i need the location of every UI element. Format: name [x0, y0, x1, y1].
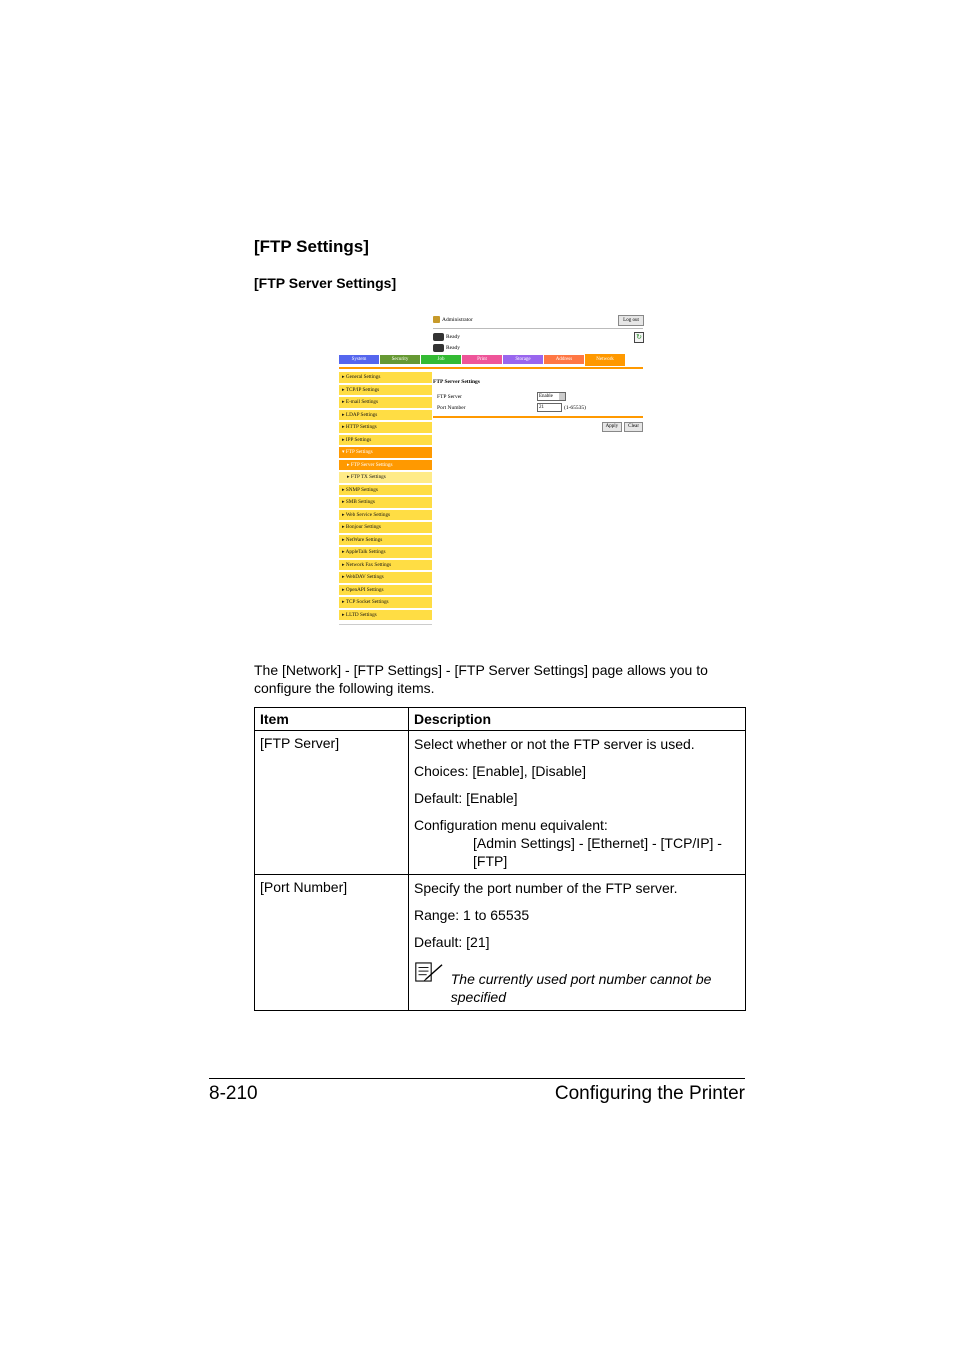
tab-print[interactable]: Print: [462, 355, 502, 364]
tab-address[interactable]: Address: [544, 355, 584, 364]
item-cell: [FTP Server]: [255, 731, 409, 875]
panel-divider: [433, 416, 643, 418]
subsection-heading: [FTP Server Settings]: [254, 275, 397, 291]
sidebar-item-network-fax[interactable]: ▸ Network Fax Settings: [339, 560, 432, 571]
description-cell: [409, 731, 746, 875]
page-number: 8-210: [209, 1083, 258, 1104]
logout-button[interactable]: Log out: [618, 315, 644, 326]
settings-table: [254, 707, 746, 1011]
chapter-title: Configuring the Printer: [554, 1083, 745, 1104]
sidebar-item-ftp-tx[interactable]: ▸ FTP TX Settings: [339, 472, 432, 483]
sidebar-item-snmp[interactable]: ▸ SNMP Settings: [339, 485, 432, 496]
table-row: [255, 731, 746, 875]
sidebar-item-tcpip[interactable]: ▸ TCP/IP Settings: [339, 385, 432, 396]
clear-button[interactable]: Clear: [624, 422, 643, 432]
tab-job[interactable]: Job: [421, 355, 461, 364]
sidebar-item-ipp[interactable]: ▸ IPP Settings: [339, 435, 432, 446]
panel-buttons: [602, 422, 643, 432]
port-number-input[interactable]: 21: [537, 403, 562, 412]
note: [414, 960, 740, 1006]
ftp-server-select[interactable]: Enable: [537, 392, 566, 401]
note-icon: [414, 960, 445, 984]
tab-security[interactable]: Security: [380, 355, 420, 364]
apply-button[interactable]: Apply: [602, 422, 623, 432]
sidebar-item-ldap[interactable]: ▸ LDAP Settings: [339, 410, 432, 421]
scanner-status-text: Ready: [446, 345, 461, 351]
choices-text: Choices: [Enable], [Disable]: [414, 763, 586, 779]
footer-rule: [209, 1078, 745, 1079]
panel-title: FTP Server Settings: [433, 379, 480, 385]
tab-underline: [339, 367, 643, 369]
sidebar-item-tcp-socket[interactable]: ▸ TCP Socket Settings: [339, 597, 432, 608]
sidebar-item-webdav[interactable]: ▸ WebDAV Settings: [339, 572, 432, 583]
menu-equivalent-label: Configuration menu equivalent:: [414, 817, 608, 833]
printer-status-text: Ready: [446, 334, 461, 340]
sidebar-item-smb[interactable]: ▸ SMB Settings: [339, 497, 432, 508]
description-text: Specify the port number of the FTP server.: [414, 880, 678, 896]
header-divider: [433, 328, 643, 329]
port-number-row: [433, 402, 643, 413]
settings-panel: [433, 379, 643, 429]
tab-storage[interactable]: Storage: [503, 355, 543, 364]
ftp-server-row: [433, 391, 643, 402]
note-text: The currently used port number cannot be specified: [450, 971, 712, 1005]
sidebar-item-lltd[interactable]: ▸ LLTD Settings: [339, 610, 432, 621]
user-name: Administrator: [442, 316, 473, 323]
column-header-item: Item: [255, 708, 409, 731]
sidebar-item-ftp-server[interactable]: ▸ FTP Server Settings: [339, 460, 432, 471]
section-heading: [FTP Settings]: [254, 237, 369, 256]
table-header-row: [255, 708, 746, 731]
user-icon: [433, 316, 440, 323]
port-range-hint: (1-65535): [564, 404, 586, 411]
port-number-label: Port Number: [437, 404, 466, 411]
default-text: Default: [Enable]: [414, 790, 518, 806]
tab-network[interactable]: Network: [585, 354, 625, 366]
sidebar-item-netware[interactable]: ▸ NetWare Settings: [339, 535, 432, 546]
default-text: Default: [21]: [414, 934, 490, 950]
menu-equivalent-path: [Admin Settings] - [Ethernet] - [TCP/IP] - [FTP]: [473, 835, 722, 869]
tab-bar: [339, 355, 625, 366]
sidebar-item-openapi[interactable]: ▸ OpenAPI Settings: [339, 585, 432, 596]
printer-status: [433, 333, 460, 341]
scanner-status: [433, 344, 460, 352]
description-cell: [409, 875, 746, 1011]
range-text: Range: 1 to 65535: [414, 907, 530, 923]
refresh-icon[interactable]: ↻: [634, 332, 644, 343]
sidebar-item-appletalk[interactable]: ▸ AppleTalk Settings: [339, 547, 432, 558]
sidebar-item-bonjour[interactable]: ▸ Bonjour Settings: [339, 522, 432, 533]
printer-icon: [433, 333, 444, 341]
description-text: Select whether or not the FTP server is used.: [414, 736, 695, 752]
scanner-icon: [433, 344, 444, 352]
item-cell: [Port Number]: [255, 875, 409, 1011]
sidebar-bottom-divider: [339, 624, 432, 625]
sidebar-item-ftp[interactable]: ▾ FTP Settings: [339, 447, 432, 458]
web-ui-screenshot: [337, 313, 645, 633]
sidebar-item-web-service[interactable]: ▸ Web Service Settings: [339, 510, 432, 521]
ftp-server-label: FTP Server: [437, 393, 463, 400]
table-row: [255, 875, 746, 1011]
tab-system[interactable]: System: [339, 355, 379, 364]
sidebar-item-email[interactable]: ▸ E-mail Settings: [339, 397, 432, 408]
sidebar-item-http[interactable]: ▸ HTTP Settings: [339, 422, 432, 433]
menu-equivalent: [414, 816, 740, 870]
column-header-description: Description: [409, 708, 746, 731]
admin-indicator: [433, 316, 473, 323]
sidebar: [339, 372, 432, 622]
intro-paragraph: The [Network] - [FTP Settings] - [FTP Server Settings] page allows you to configure the following items.: [254, 662, 708, 696]
sidebar-item-general[interactable]: ▸ General Settings: [339, 372, 432, 383]
